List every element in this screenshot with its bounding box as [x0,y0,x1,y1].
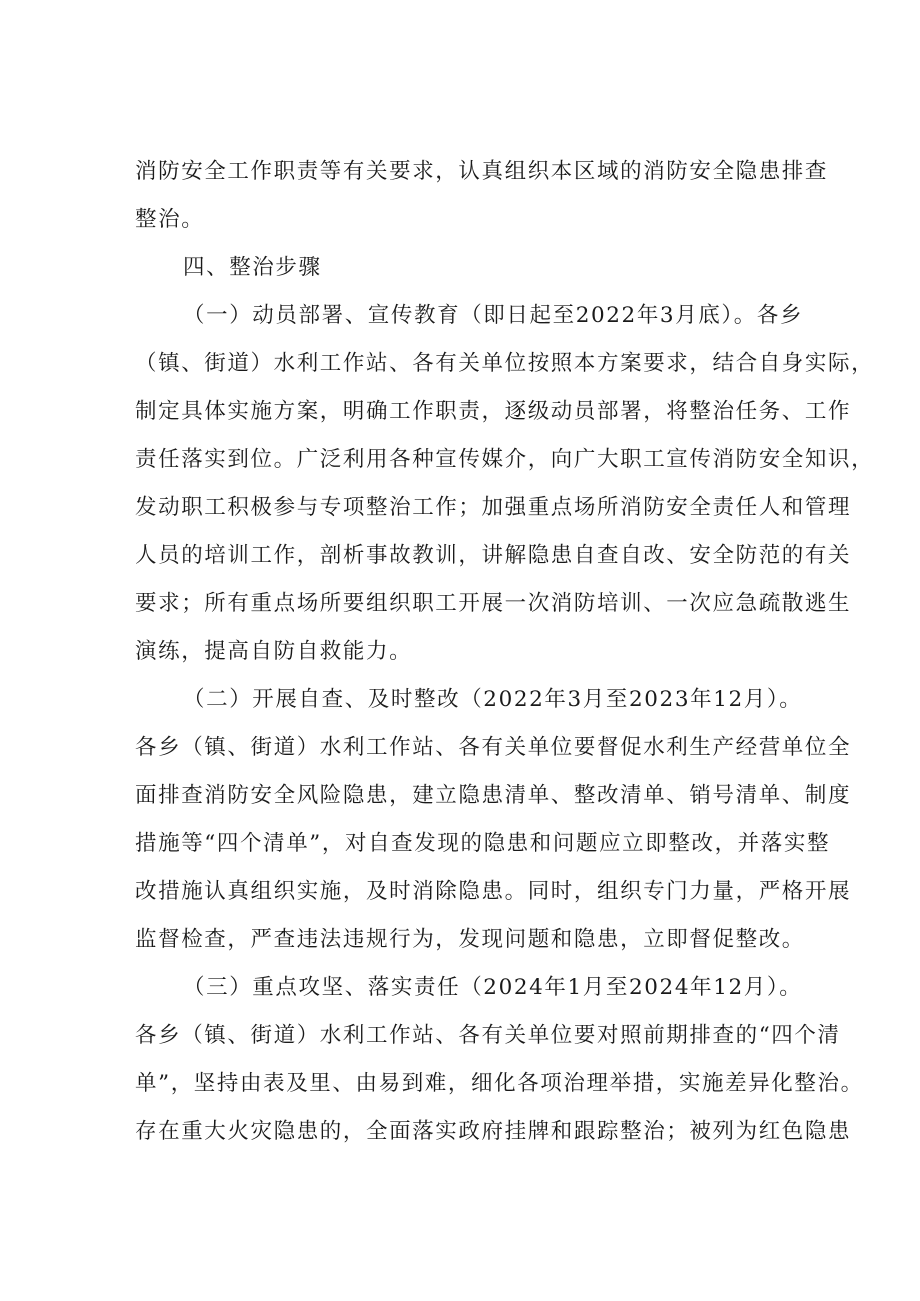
body-line: 责任落实到位。广泛利用各种宣传媒介，向广大职工宣传消防安全知识， [135,447,875,472]
body-line: 面排查消防安全风险隐患，建立隐患清单、整改清单、销号清单、制度 [135,783,852,808]
section-heading: 四、整治步骤 [183,255,322,280]
body-line: 各乡（镇、街道）水利工作站、各有关单位要督促水利生产经营单位全 [135,735,852,760]
body-line: 消防安全工作职责等有关要求，认真组织本区域的消防安全隐患排查 [135,159,829,184]
body-line: 制定具体实施方案，明确工作职责，逐级动员部署，将整治任务、工作 [135,399,852,424]
body-line: 演练，提高自防自救能力。 [135,639,413,664]
body-line: （镇、街道）水利工作站、各有关单位按照本方案要求，结合自身实际， [135,351,875,376]
body-line: 整治。 [135,207,205,232]
body-line: 要求；所有重点场所要组织职工开展一次消防培训、一次应急疏散逃生 [135,591,852,616]
body-line: 措施等“四个清单”，对自查发现的隐患和问题应立即整改，并落实整 [135,831,831,856]
body-line: （二）开展自查、及时整改（2022年3月至2023年12月）。 [183,687,803,712]
body-line: （三）重点攻坚、落实责任（2024年1月至2024年12月）。 [183,975,803,1000]
body-line: 各乡（镇、街道）水利工作站、各有关单位要对照前期排查的“四个清 [135,1023,841,1048]
body-line: 存在重大火灾隐患的，全面落实政府挂牌和跟踪整治；被列为红色隐患 [135,1119,852,1144]
body-line: （一）动员部署、宣传教育（即日起至2022年3月底）。各乡 [183,303,804,328]
body-line: 改措施认真组织实施，及时消除隐患。同时，组织专门力量，严格开展 [135,879,852,904]
body-line: 人员的培训工作，剖析事故教训，讲解隐患自查自改、安全防范的有关 [135,543,852,568]
body-line: 发动职工积极参与专项整治工作；加强重点场所消防安全责任人和管理 [135,495,852,520]
body-line: 单”，坚持由表及里、由易到难，细化各项治理举措，实施差异化整治。 [135,1071,864,1096]
body-line: 监督检查，严查违法违规行为，发现问题和隐患，立即督促整改。 [135,927,805,952]
